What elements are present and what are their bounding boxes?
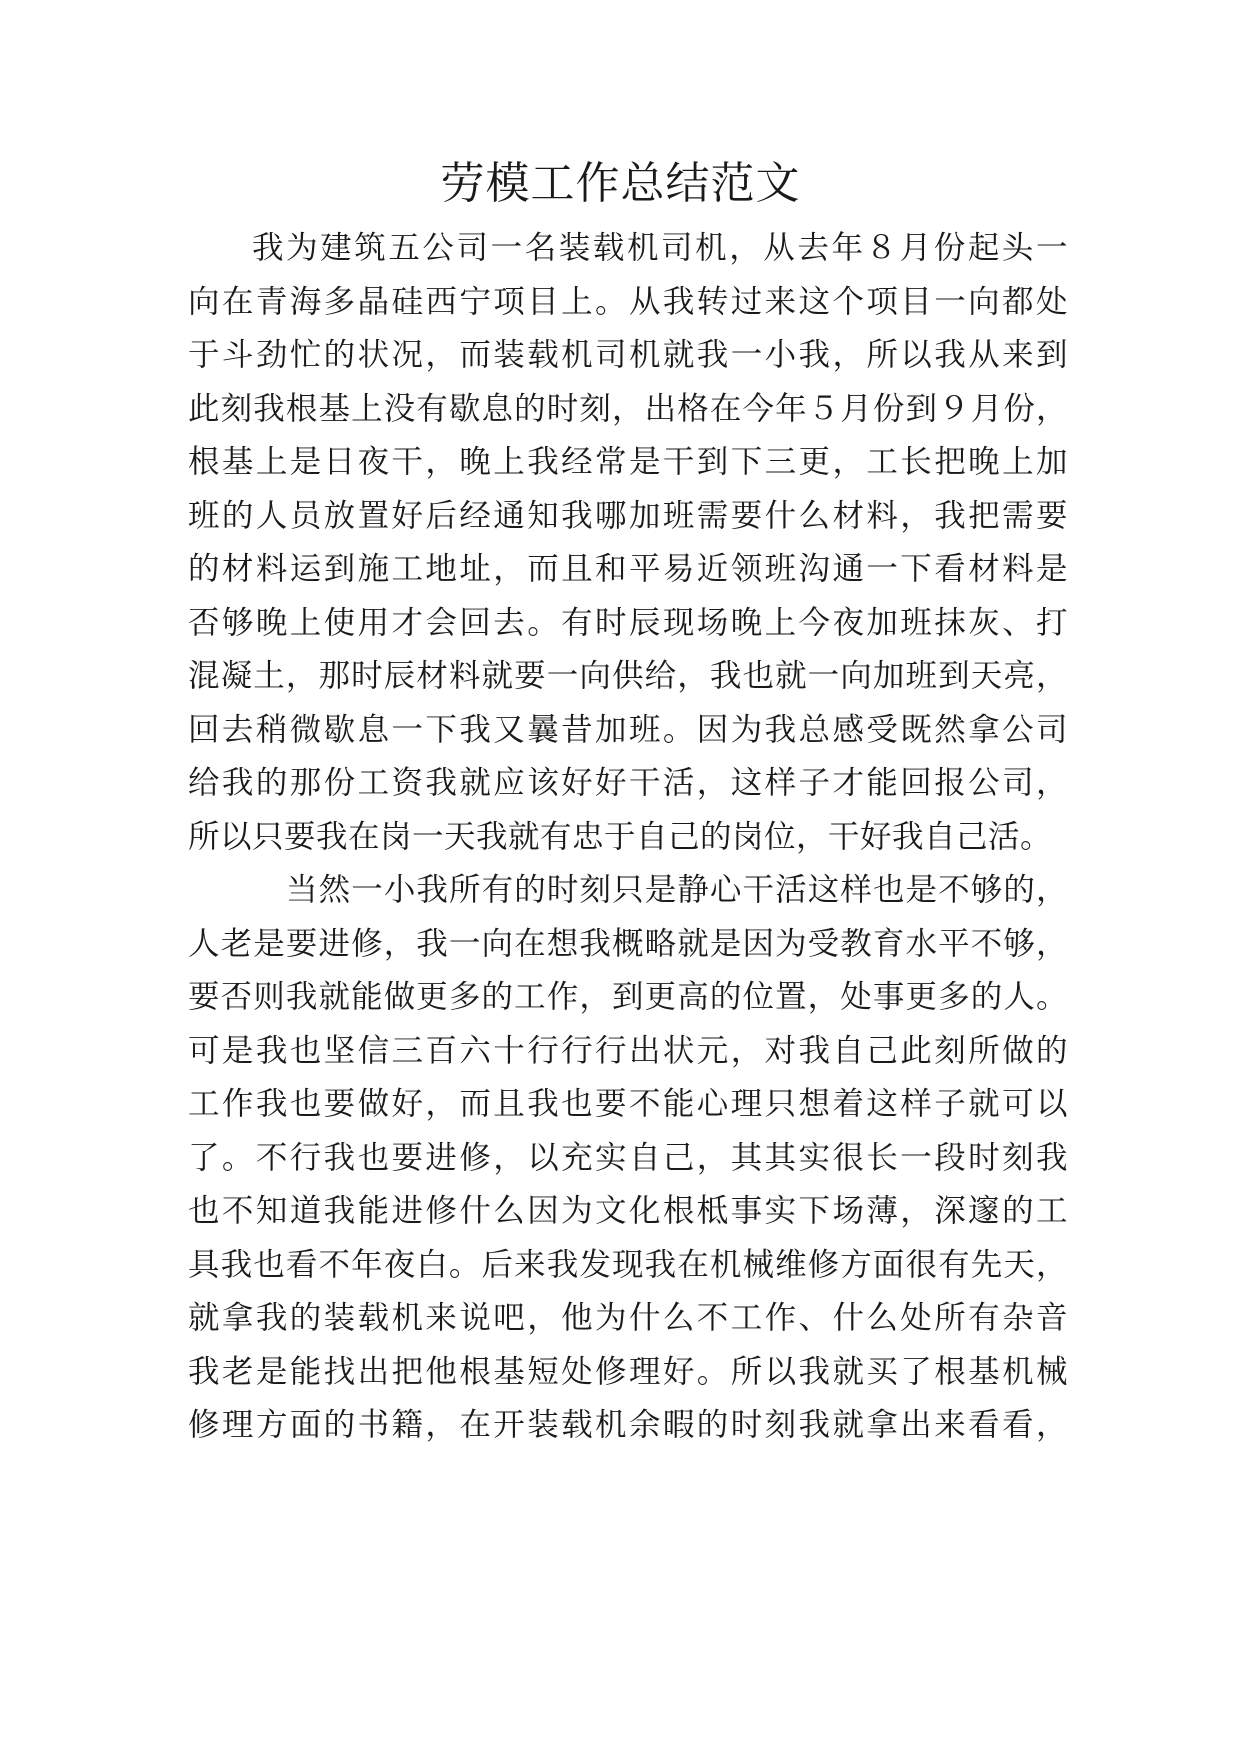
paragraph-1 <box>188 222 1068 864</box>
document-title: 劳模工作总结范文 <box>440 158 801 209</box>
paragraph-line: 我为建筑五公司一名装载机司机，从去年８月份起头一 <box>252 230 1068 266</box>
paragraph-line: 当然一小我所有的时刻只是静心干活这样也是不够的， <box>286 872 1068 908</box>
paragraph-line: 于斗劲忙的状况，而装载机司机就我一小我，所以我从来到 <box>188 337 1068 373</box>
paragraph-line: 工作我也要做好，而且我也要不能心理只想着这样子就可以 <box>188 1086 1068 1122</box>
paragraph-line: 向在青海多晶硅西宁项目上。从我转过来这个项目一向都处 <box>188 283 1068 320</box>
paragraph-line: 的材料运到施工地址，而且和平易近领班沟通一下看材料是 <box>188 551 1068 587</box>
paragraph-line: 要否则我就能做更多的工作，到更高的位置，处事更多的人。 <box>188 979 1068 1015</box>
paragraph-line: 就拿我的装载机来说吧，他为什么不工作、什么处所有杂音 <box>188 1300 1068 1336</box>
paragraph-line: 了。不行我也要进修，以充实自己，其其实很长一段时刻我 <box>188 1139 1068 1176</box>
paragraph-line: 此刻我根基上没有歇息的时刻，出格在今年５月份到９月份， <box>188 390 1068 427</box>
paragraph-line: 具我也看不年夜白。后来我发现我在机械维修方面很有先天， <box>188 1246 1068 1283</box>
paragraph-line: 根基上是日夜干，晚上我经常是干到下三更，工长把晚上加 <box>188 444 1068 480</box>
paragraph-line: 修理方面的书籍，在开装载机余暇的时刻我就拿出来看看， <box>188 1407 1068 1443</box>
paragraph-line: 班的人员放置好后经通知我哪加班需要什么材料，我把需要 <box>188 497 1068 534</box>
paragraph-line: 可是我也坚信三百六十行行行出状元，对我自己此刻所做的 <box>188 1032 1068 1069</box>
paragraph-line: 人老是要进修，我一向在想我概略就是因为受教育水平不够， <box>188 925 1068 962</box>
paragraph-line: 我老是能找出把他根基短处修理好。所以我就买了根基机械 <box>188 1353 1068 1390</box>
document-body <box>188 222 1068 1453</box>
paragraph-line: 回去稍微歇息一下我又曩昔加班。因为我总感受既然拿公司 <box>188 711 1068 748</box>
paragraph-line: 给我的那份工资我就应该好好干活，这样子才能回报公司， <box>188 765 1068 801</box>
paragraph-line: 也不知道我能进修什么因为文化根柢事实下场薄，深邃的工 <box>188 1193 1068 1229</box>
paragraph-2 <box>188 864 1068 1453</box>
paragraph-line: 所以只要我在岗一天我就有忠于自己的岗位，干好我自己活。 <box>188 818 1053 855</box>
paragraph-line: 否够晚上使用才会回去。有时辰现场晚上今夜加班抹灰、打 <box>188 604 1068 641</box>
paragraph-line: 混凝土，那时辰材料就要一向供给，我也就一向加班到天亮， <box>188 658 1068 694</box>
